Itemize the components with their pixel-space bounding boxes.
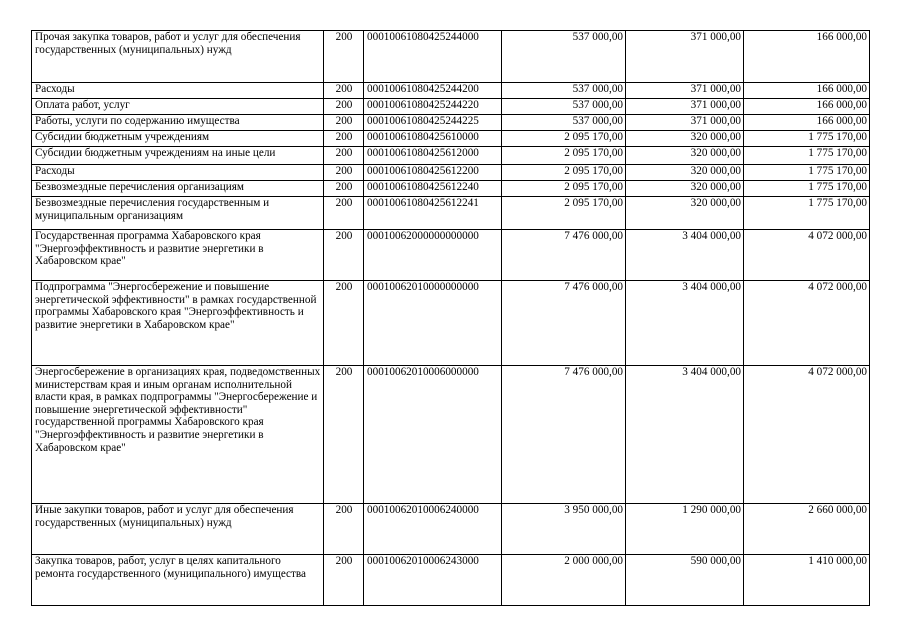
budget-classification-code-cell: 00010062010006240000 <box>364 504 502 555</box>
executed-amount-cell: 3 404 000,00 <box>626 230 744 281</box>
row-name-cell: Закупка товаров, работ, услуг в целях капитального ремонта государственного (муниципального) имущества <box>32 555 324 606</box>
budget-classification-code-cell: 00010061080425612000 <box>364 147 502 165</box>
row-name-cell: Расходы <box>32 83 324 99</box>
budget-classification-code-cell: 00010062010000000000 <box>364 281 502 366</box>
approved-amount-cell: 2 000 000,00 <box>502 555 626 606</box>
row-name-cell: Государственная программа Хабаровского края "Энергоэффективность и развитие энергетики в Хабаровском крае" <box>32 230 324 281</box>
executed-amount-cell: 320 000,00 <box>626 147 744 165</box>
executed-amount-cell: 320 000,00 <box>626 197 744 230</box>
unexecuted-amount-cell: 166 000,00 <box>744 31 870 83</box>
line-code-cell: 200 <box>324 504 364 555</box>
approved-amount-cell: 537 000,00 <box>502 83 626 99</box>
executed-amount-cell: 3 404 000,00 <box>626 281 744 366</box>
unexecuted-amount-cell: 1 775 170,00 <box>744 165 870 181</box>
line-code-cell: 200 <box>324 281 364 366</box>
unexecuted-amount-cell: 1 775 170,00 <box>744 197 870 230</box>
table-row <box>32 555 870 606</box>
budget-classification-code-cell: 00010062010006243000 <box>364 555 502 606</box>
line-code-cell: 200 <box>324 147 364 165</box>
line-code-cell: 200 <box>324 165 364 181</box>
unexecuted-amount-cell: 4 072 000,00 <box>744 230 870 281</box>
unexecuted-amount-cell: 2 660 000,00 <box>744 504 870 555</box>
line-code-cell: 200 <box>324 181 364 197</box>
unexecuted-amount-cell: 1 775 170,00 <box>744 147 870 165</box>
table-row <box>32 181 870 197</box>
approved-amount-cell: 537 000,00 <box>502 115 626 131</box>
line-code-cell: 200 <box>324 230 364 281</box>
line-code-cell: 200 <box>324 31 364 83</box>
budget-classification-code-cell: 00010062000000000000 <box>364 230 502 281</box>
approved-amount-cell: 7 476 000,00 <box>502 366 626 504</box>
table-row <box>32 366 870 504</box>
row-name-cell: Прочая закупка товаров, работ и услуг для обеспечения государственных (муниципальных) нужд <box>32 31 324 83</box>
budget-classification-code-cell: 00010061080425244200 <box>364 83 502 99</box>
row-name-cell: Безвозмездные перечисления государственным и муниципальным организациям <box>32 197 324 230</box>
row-name-cell: Субсидии бюджетным учреждениям <box>32 131 324 147</box>
budget-classification-code-cell: 00010061080425612200 <box>364 165 502 181</box>
line-code-cell: 200 <box>324 115 364 131</box>
line-code-cell: 200 <box>324 83 364 99</box>
unexecuted-amount-cell: 1 410 000,00 <box>744 555 870 606</box>
row-name-cell: Безвозмездные перечисления организациям <box>32 181 324 197</box>
unexecuted-amount-cell: 4 072 000,00 <box>744 281 870 366</box>
unexecuted-amount-cell: 1 775 170,00 <box>744 181 870 197</box>
row-name-cell: Расходы <box>32 165 324 181</box>
table-row <box>32 230 870 281</box>
table-row <box>32 165 870 181</box>
approved-amount-cell: 2 095 170,00 <box>502 181 626 197</box>
line-code-cell: 200 <box>324 99 364 115</box>
approved-amount-cell: 2 095 170,00 <box>502 147 626 165</box>
approved-amount-cell: 2 095 170,00 <box>502 165 626 181</box>
unexecuted-amount-cell: 166 000,00 <box>744 115 870 131</box>
unexecuted-amount-cell: 166 000,00 <box>744 99 870 115</box>
budget-classification-code-cell: 00010061080425610000 <box>364 131 502 147</box>
line-code-cell: 200 <box>324 555 364 606</box>
unexecuted-amount-cell: 166 000,00 <box>744 83 870 99</box>
table-row <box>32 31 870 83</box>
row-name-cell: Работы, услуги по содержанию имущества <box>32 115 324 131</box>
budget-classification-code-cell: 00010062010006000000 <box>364 366 502 504</box>
executed-amount-cell: 371 000,00 <box>626 115 744 131</box>
executed-amount-cell: 590 000,00 <box>626 555 744 606</box>
row-name-cell: Подпрограмма "Энергосбережение и повышение энергетической эффективности" в рамках государственной программы Хабаровского края "Энергоэффективность и развитие энергетики в Хабаровском крае" <box>32 281 324 366</box>
table-row <box>32 504 870 555</box>
line-code-cell: 200 <box>324 131 364 147</box>
line-code-cell: 200 <box>324 366 364 504</box>
approved-amount-cell: 2 095 170,00 <box>502 197 626 230</box>
table-row <box>32 197 870 230</box>
table-row <box>32 131 870 147</box>
table-row <box>32 99 870 115</box>
budget-classification-code-cell: 00010061080425244000 <box>364 31 502 83</box>
unexecuted-amount-cell: 1 775 170,00 <box>744 131 870 147</box>
executed-amount-cell: 320 000,00 <box>626 131 744 147</box>
executed-amount-cell: 371 000,00 <box>626 83 744 99</box>
budget-execution-table <box>31 30 870 606</box>
executed-amount-cell: 3 404 000,00 <box>626 366 744 504</box>
unexecuted-amount-cell: 4 072 000,00 <box>744 366 870 504</box>
executed-amount-cell: 371 000,00 <box>626 31 744 83</box>
approved-amount-cell: 7 476 000,00 <box>502 230 626 281</box>
approved-amount-cell: 537 000,00 <box>502 31 626 83</box>
row-name-cell: Субсидии бюджетным учреждениям на иные цели <box>32 147 324 165</box>
table-row <box>32 147 870 165</box>
executed-amount-cell: 1 290 000,00 <box>626 504 744 555</box>
executed-amount-cell: 371 000,00 <box>626 99 744 115</box>
budget-classification-code-cell: 00010061080425612240 <box>364 181 502 197</box>
row-name-cell: Оплата работ, услуг <box>32 99 324 115</box>
approved-amount-cell: 7 476 000,00 <box>502 281 626 366</box>
row-name-cell: Энергосбережение в организациях края, подведомственных министерствам края и иным органам исполнительной власти края, в рамках подпрограммы "Энергосбережение и повышение энергетической эффективности" государственной программы Хабаровского края "Энергоэффективность и развитие энергетики в Хабаровском крае" <box>32 366 324 504</box>
approved-amount-cell: 2 095 170,00 <box>502 131 626 147</box>
table-row <box>32 281 870 366</box>
table-row <box>32 115 870 131</box>
approved-amount-cell: 537 000,00 <box>502 99 626 115</box>
budget-classification-code-cell: 00010061080425244220 <box>364 99 502 115</box>
approved-amount-cell: 3 950 000,00 <box>502 504 626 555</box>
budget-classification-code-cell: 00010061080425612241 <box>364 197 502 230</box>
executed-amount-cell: 320 000,00 <box>626 165 744 181</box>
budget-classification-code-cell: 00010061080425244225 <box>364 115 502 131</box>
row-name-cell: Иные закупки товаров, работ и услуг для обеспечения государственных (муниципальных) нужд <box>32 504 324 555</box>
executed-amount-cell: 320 000,00 <box>626 181 744 197</box>
line-code-cell: 200 <box>324 197 364 230</box>
table-row <box>32 83 870 99</box>
